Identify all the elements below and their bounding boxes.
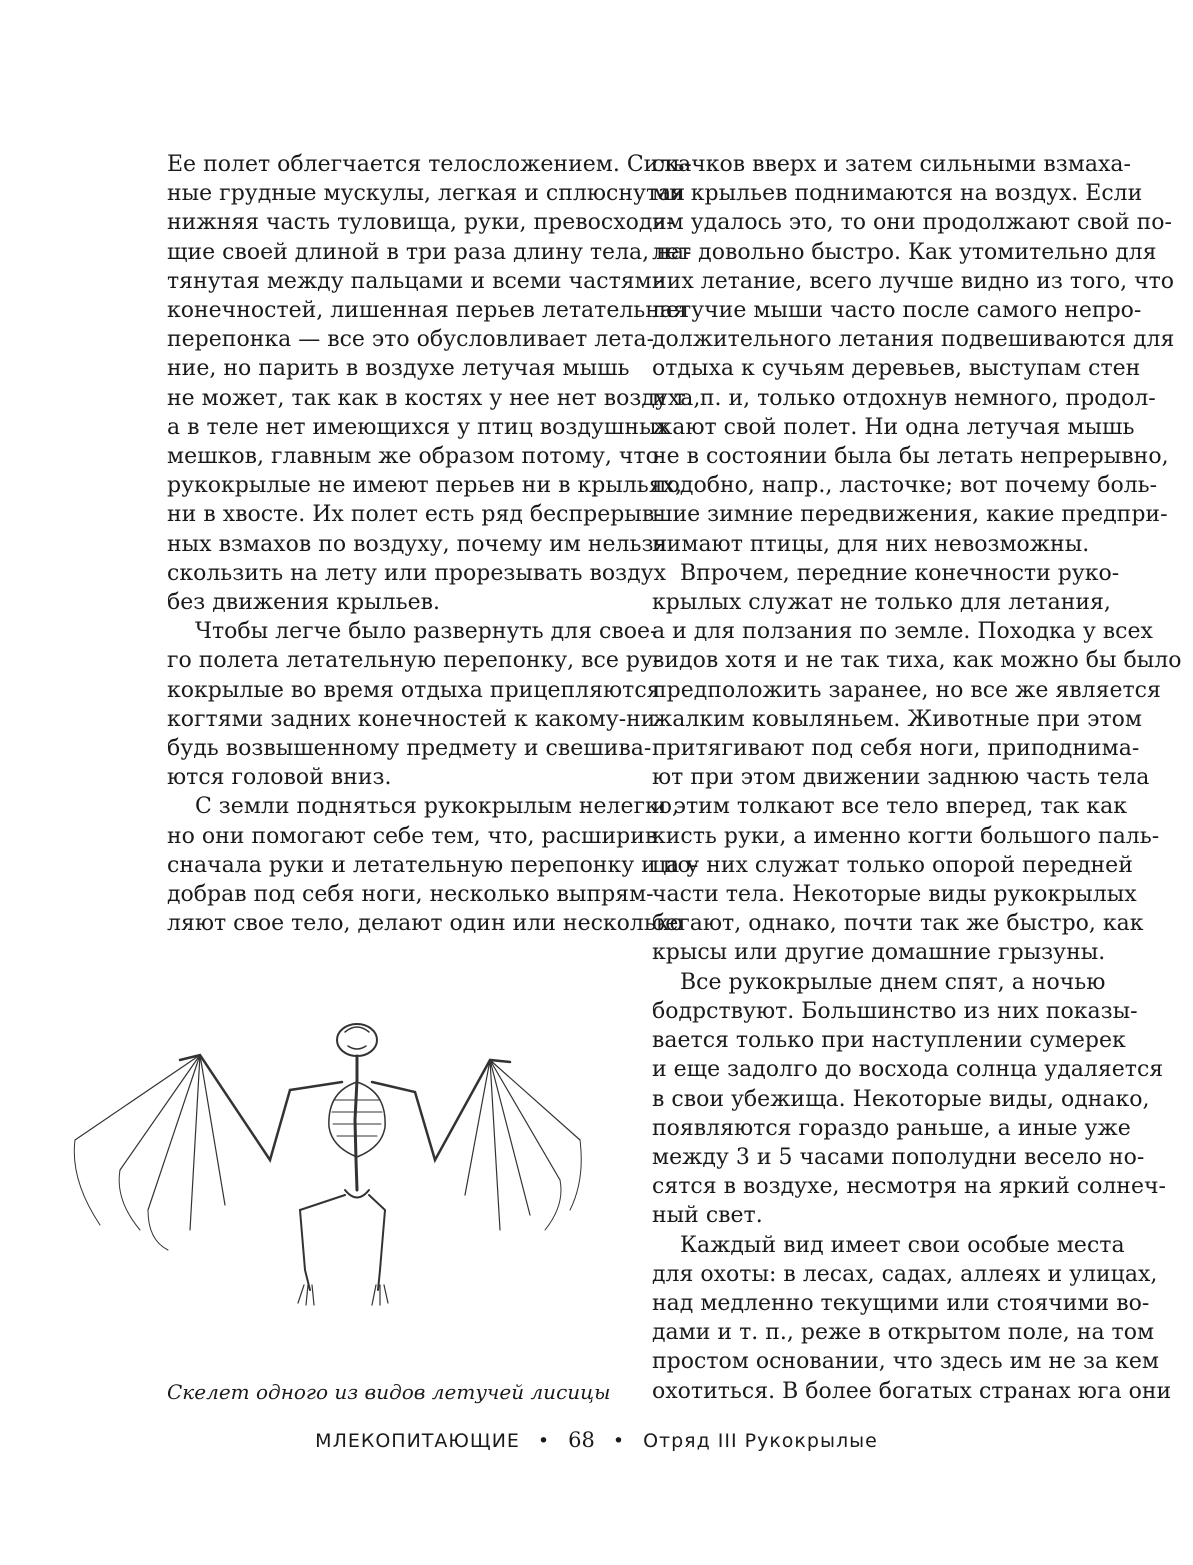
text-line: и этим толкают все тело вперед, так как	[652, 794, 1127, 820]
text-line: и т. п. и, только отдохнув немного, продол-	[652, 385, 1156, 411]
text-line: скачков вверх и затем сильными взмаха-	[652, 152, 1131, 177]
text-line: а в теле нет имеющихся у птиц воздушных	[167, 414, 669, 440]
text-line: перепонка — все это обусловливает лета-	[167, 327, 655, 353]
text-line: жалким ковыляньем. Животные при этом	[652, 706, 1142, 732]
text-line: крысы или другие домашние грызуны.	[652, 940, 1106, 966]
text-line: них летание, всего лучше видно из того, что	[652, 268, 1175, 294]
text-line: сятся в воздухе, несмотря на яркий солнеч-	[652, 1174, 1166, 1200]
bullet-separator: •	[537, 1430, 551, 1452]
text-line: ни в хвосте. Их полет есть ряд беспрерыв-	[167, 502, 662, 528]
text-line: кокрылые во время отдыха прицепляются	[167, 677, 661, 703]
footer-section-title: МЛЕКОПИТАЮЩИЕ	[315, 1430, 520, 1452]
page-number: 68	[568, 1428, 595, 1452]
text-line: предположить заранее, но все же является	[652, 677, 1161, 703]
text-line: скользить на лету или прорезывать воздух	[167, 560, 667, 586]
text-line: конечностей, лишенная перьев летательная	[167, 298, 687, 324]
text-line: им удалось это, то они продолжают свой по-	[652, 210, 1172, 236]
text-line: отдыха к сучьям деревьев, выступам стен	[652, 356, 1141, 382]
text-line: добрав под себя ноги, несколько выпрям-	[167, 882, 654, 908]
text-line: летучие мыши часто после самого непро-	[652, 298, 1142, 324]
text-line: не в состоянии была бы летать непрерывно,	[652, 444, 1169, 470]
text-line: без движения крыльев.	[167, 590, 441, 616]
text-line: Каждый вид имеет свои особые места	[652, 1232, 1125, 1258]
text-line: ные грудные мускулы, легкая и сплюснутая	[167, 181, 686, 207]
text-line: появляются гораздо раньше, а иные уже	[652, 1115, 1131, 1141]
text-line: нижняя часть туловища, руки, превосходя-	[167, 210, 674, 236]
text-line: должительного летания подвешиваются для	[652, 327, 1175, 353]
text-line: мешков, главным же образом потому, что	[167, 444, 659, 470]
text-line: между 3 и 5 часами пополудни весело но-	[652, 1144, 1145, 1170]
text-line: Чтобы легче было развернуть для свое-	[167, 619, 658, 645]
text-line: для охоты: в лесах, садах, аллеях и улицах,	[652, 1261, 1158, 1287]
text-line: дами и т. п., реже в открытом поле, на том	[652, 1320, 1155, 1346]
bullet-separator: •	[612, 1430, 626, 1452]
text-line: нимают птицы, для них невозможны.	[652, 531, 1090, 557]
figure-caption: Скелет одного из видов летучей лисицы	[167, 1380, 611, 1404]
text-line: сначала руки и летательную перепонку и по-	[167, 852, 699, 878]
bat-skeleton-illustration	[60, 1020, 600, 1310]
text-line: тянутая между пальцами и всеми частями	[167, 268, 667, 294]
text-line: ных взмахов по воздуху, почему им нельзя	[167, 531, 668, 557]
text-line: ние, но парить в воздухе летучая мышь	[167, 356, 630, 382]
text-line: охотиться. В более богатых странах юга они	[652, 1378, 1172, 1404]
text-line: ются головой вниз.	[167, 765, 392, 791]
text-line: видов хотя и не так тиха, как можно бы было	[652, 648, 1182, 674]
text-line: будь возвышенному предмету и свешива-	[167, 736, 652, 762]
text-line: Впрочем, передние конечности руко-	[652, 560, 1120, 586]
text-line: над медленно текущими или стоячими во-	[652, 1290, 1150, 1316]
text-line: части тела. Некоторые виды рукокрылых	[652, 882, 1137, 908]
text-line: подобно, напр., ласточке; вот почему боль-	[652, 473, 1158, 499]
text-line: рукокрылые не имеют перьев ни в крыльях,	[167, 473, 683, 499]
text-line: ный свет.	[652, 1203, 763, 1229]
text-line: Все рукокрылые днем спят, а ночью	[652, 969, 1106, 995]
text-line: С земли подняться рукокрылым нелегко,	[167, 794, 680, 820]
text-line: щие своей длиной в три раза длину тела, на-	[167, 239, 692, 265]
text-line: когтями задних конечностей к какому-ни-	[167, 706, 663, 732]
text-line: ляют свое тело, делают один или несколько	[167, 911, 683, 937]
text-line: бегают, однако, почти так же быстро, как	[652, 911, 1144, 937]
footer-chapter-title: Отряд III Рукокрылые	[643, 1430, 878, 1452]
text-line: простом основании, что здесь им не за кем	[652, 1349, 1160, 1375]
text-line: ют при этом движении заднюю часть тела	[652, 765, 1150, 791]
text-line: крылых служат не только для летания,	[652, 590, 1111, 616]
text-line: ми крыльев поднимаются на воздух. Если	[652, 181, 1143, 207]
left-text-column	[167, 150, 701, 938]
text-line: но они помогают себе тем, что, расширив	[167, 823, 658, 849]
text-line: го полета летательную перепонку, все ру-	[167, 648, 661, 674]
page-footer	[0, 1428, 1193, 1452]
text-line: не может, так как в костях у нее нет воздуха,	[167, 385, 701, 411]
text-line: а и для ползания по земле. Походка у всех	[652, 619, 1153, 645]
text-line: и еще задолго до восхода солнца удаляется	[652, 1057, 1164, 1083]
text-line: шие зимние передвижения, какие предпри-	[652, 502, 1168, 528]
text-line: Ее полет облегчается телосложением. Силь-	[167, 152, 692, 177]
right-text-column	[652, 150, 1182, 1406]
text-line: лет довольно быстро. Как утомительно для	[652, 239, 1157, 265]
text-line: вается только при наступлении сумерек	[652, 1028, 1126, 1054]
text-line: жают свой полет. Ни одна летучая мышь	[652, 414, 1135, 440]
text-line: притягивают под себя ноги, приподнима-	[652, 736, 1140, 762]
text-line: в свои убежища. Некоторые виды, однако,	[652, 1086, 1150, 1112]
text-line: ца у них служат только опорой передней	[652, 852, 1133, 878]
text-line: бодрствуют. Большинство из них показы-	[652, 998, 1138, 1024]
text-line: кисть руки, а именно когти большого паль-	[652, 823, 1160, 849]
skull-icon	[337, 1024, 377, 1056]
